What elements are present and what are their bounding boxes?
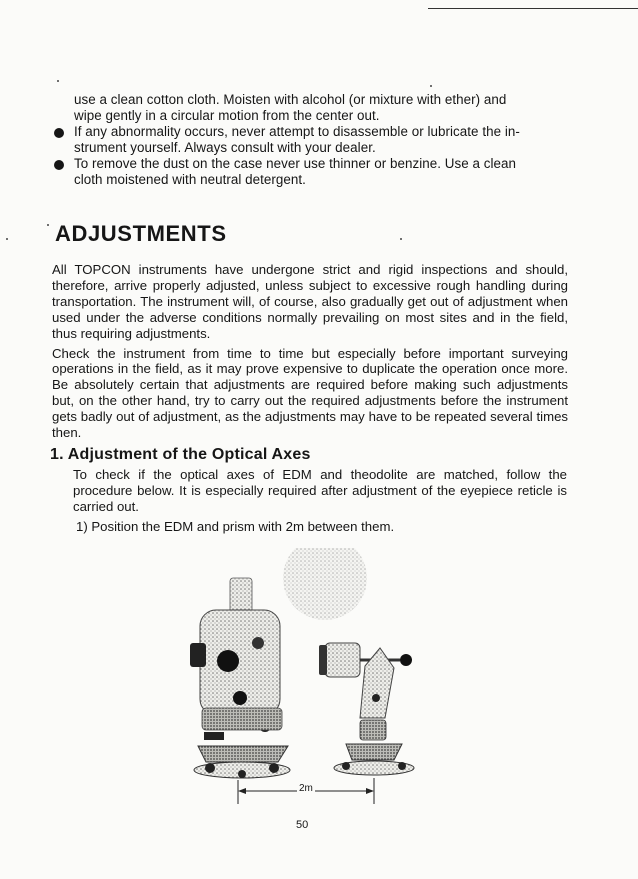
scan-speck — [430, 85, 432, 87]
list-item-line: wipe gently in a circular motion from the center out. — [74, 107, 380, 123]
prism-icon — [283, 548, 414, 775]
scan-speck — [57, 80, 59, 82]
distance-label: 2m — [299, 783, 313, 794]
scan-speck — [47, 224, 49, 226]
list-item-line: To remove the dust on the case never use thinner or benzine. Use a clean — [74, 156, 517, 172]
top-rule — [428, 8, 638, 9]
care-bullet-list — [52, 92, 572, 189]
scan-speck — [400, 238, 402, 240]
bullet-icon — [54, 128, 64, 138]
list-item — [52, 124, 572, 155]
edm-prism-figure — [180, 548, 420, 810]
theodolite-icon — [190, 578, 290, 778]
page-number: 50 — [296, 819, 309, 831]
list-item — [52, 92, 572, 123]
list-item-line: cloth moistened with neutral detergent. — [74, 171, 306, 187]
page-title: ADJUSTMENTS — [55, 221, 227, 246]
list-item — [52, 156, 572, 187]
section-title: 1. Adjustment of the Optical Axes — [50, 446, 311, 463]
bullet-icon — [54, 160, 64, 170]
intro-text — [52, 262, 568, 445]
list-item-line: use a clean cotton cloth. Moisten with alcohol (or mixture with ether) and — [74, 92, 507, 107]
section-body — [73, 467, 567, 515]
list-item-line: If any abnormality occurs, never attempt to disassemble or lubricate the in- — [74, 124, 520, 140]
scan-speck — [6, 238, 8, 240]
figure-illustration — [180, 548, 420, 810]
paragraph: Check the instrument from time to time but especially before important surveying operations in the field, as it may prove expensive to duplicate the operation once more. Be absolutely certain that adjustments are required before making such adjustments but, on the other hand, try to carry out the required adjustments before the instrument gets badly out of adjustment, as the adjustments may have to be repeated several times then. — [52, 345, 568, 441]
list-item-line: strument yourself. Always consult with your dealer. — [74, 139, 376, 155]
procedure-step: 1) Position the EDM and prism with 2m between them. — [76, 519, 395, 534]
paragraph: To check if the optical axes of EDM and theodolite are matched, follow the procedure below. It is especially required after adjustment of the eyepiece reticle is carried out. — [73, 467, 567, 514]
paragraph: All TOPCON instruments have undergone strict and rigid inspections and should, therefore, arrive properly adjusted, unless subject to excessive rough handling during transportation. The instrument will, of course, also gradually get out of adjustment when used under the adverse conditions normally prevailing on most sites and in the field, thus requiring adjustments. — [52, 262, 568, 341]
